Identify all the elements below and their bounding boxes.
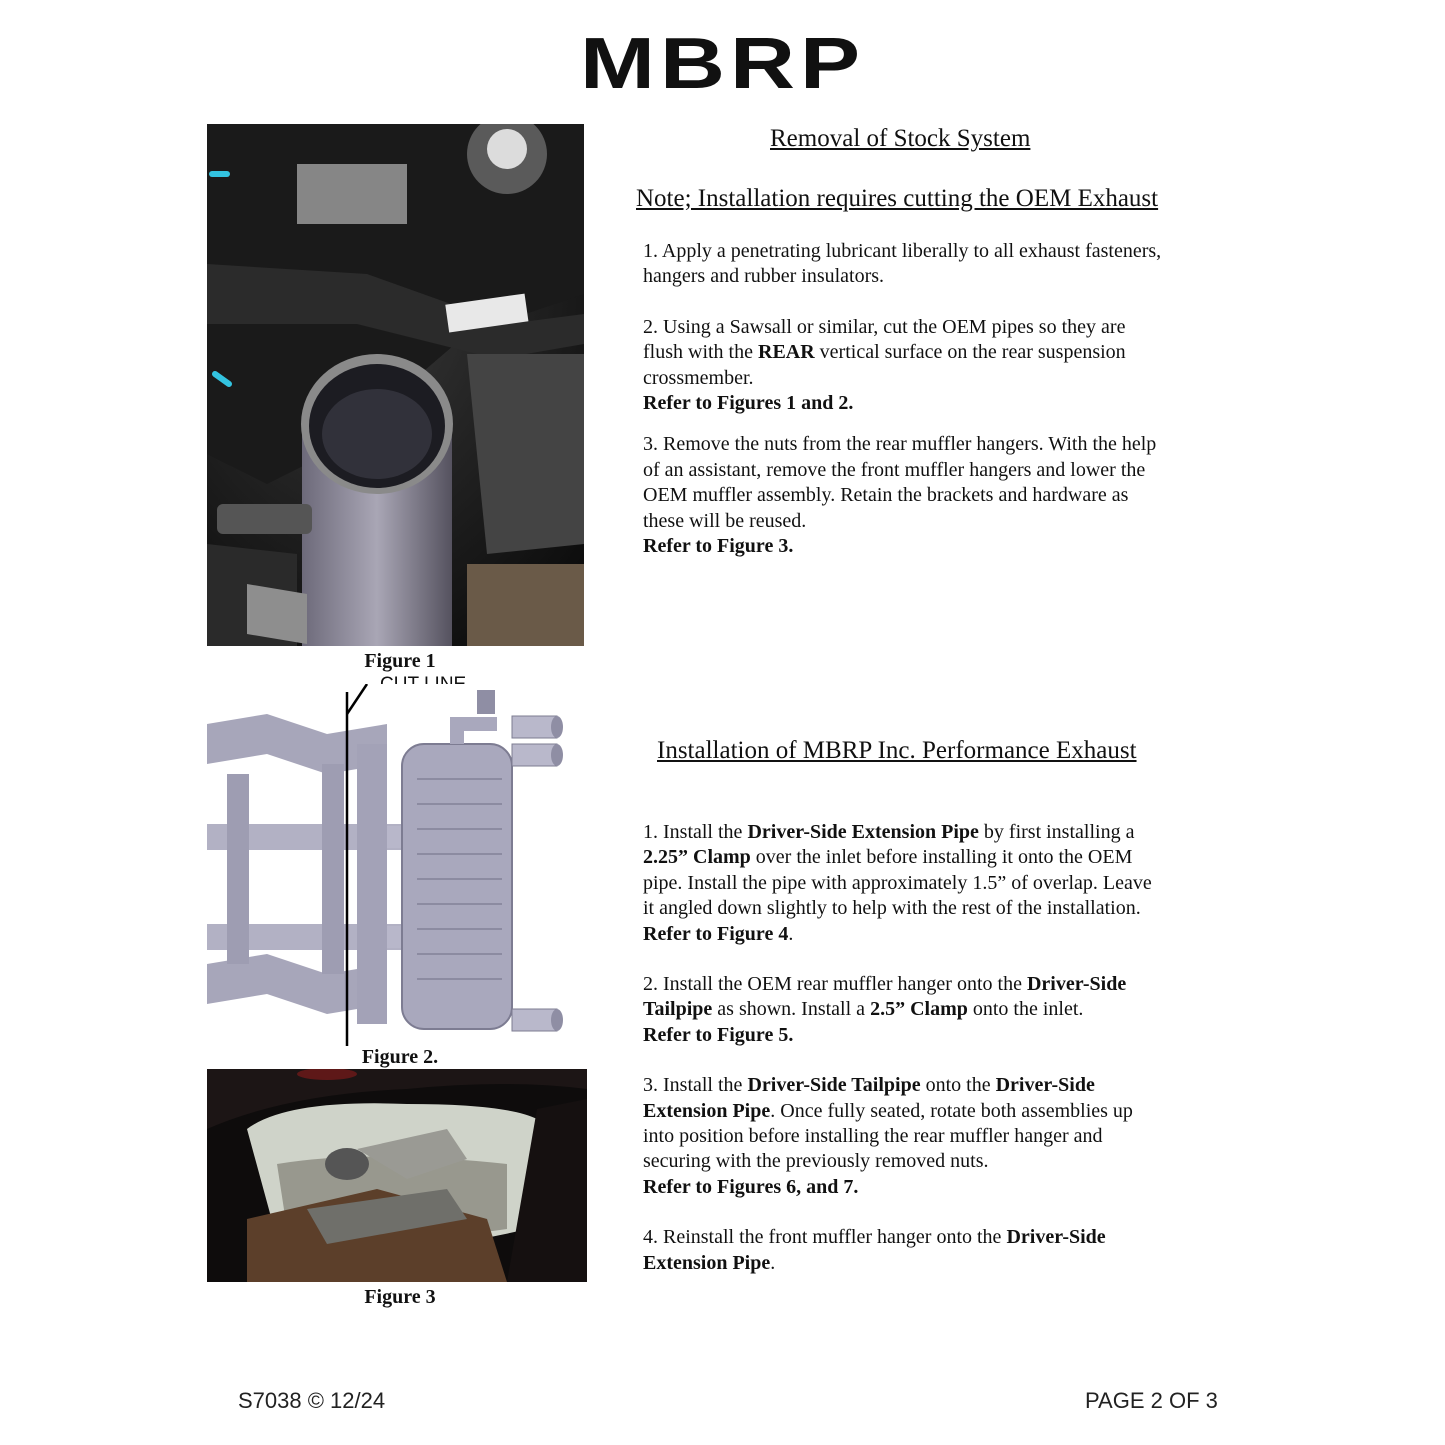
figure-2-caption: Figure 2. [361,1046,439,1068]
page-number: PAGE 2 OF 3 [1085,1388,1218,1413]
install-step-4: 4. Reinstall the front muffler hanger onto the Driver-Side Extension Pipe. [643,1226,1106,1274]
install-step-1: 1. Install the Driver-Side Extension Pipe by first installing a 2.25” Clamp over the inlet before installing it onto the OEM pipe. Install the pipe with approximately 1.5” of overlap. Leave it angled down slightly to help with the rest of the installation. Refer to Figure 4. [643,820,1163,947]
exhaust-cad-illustration [207,684,587,1046]
figure-1-caption: Figure 1 [364,650,436,672]
install-step-1-ref: Refer to Figure 4. [643,922,794,945]
removal-step-2-ref: Refer to Figures 1 and 2. [643,392,854,415]
figure-3-photo [207,1069,587,1282]
removal-steps [643,239,1163,559]
removal-step-3-ref: Refer to Figure 3. [643,535,794,558]
install-step-2: 2. Install the OEM rear muffler hanger onto the Driver-Side Tailpipe as shown. Install a 2.5” Clamp onto the inlet. Refer to Figure 5. [643,972,1163,1048]
muffler-removal-photo-illustration [207,1069,587,1282]
removal-step-2: 2. Using a Sawsall or similar, cut the OEM pipes so they are flush with the REAR vertical surface on the rear suspension crossmember. Refer to Figures 1 and 2. [643,315,1163,417]
install-step-3: 3. Install the Driver-Side Tailpipe onto the Driver-Side Extension Pipe. Once fully seated, rotate both assemblies up into position before installing the rear muffler hanger and securing with the previously removed nuts. Refer to Figures 6, and 7. [643,1073,1163,1200]
install-title: Installation of MBRP Inc. Performance Exhaust [657,737,1137,764]
exhaust-cut-photo-illustration [207,124,584,646]
install-steps [643,820,1163,1276]
cutting-note: Note; Installation requires cutting the OEM Exhaust [636,185,1159,212]
figure-1-photo [207,124,584,646]
figure-2-diagram [207,684,587,1046]
doc-id: S7038 © 12/24 [238,1388,386,1413]
removal-step-3: 3. Remove the nuts from the rear muffler hangers. With the help of an assistant, remove the front muffler hangers and lower the OEM muffler assembly. Retain the brackets and hardware as these will be reused. Refer to Figure 3. [643,432,1163,559]
install-step-2-ref: Refer to Figure 5. [643,1023,794,1046]
removal-step-1: 1. Apply a penetrating lubricant liberally to all exhaust fasteners, hangers and rubber insulators. [643,240,1162,288]
removal-title: Removal of Stock System [770,125,1031,152]
figure-3-caption: Figure 3 [364,1286,436,1308]
install-step-3-ref: Refer to Figures 6, and 7. [643,1175,859,1198]
brand-logo: MBRP [580,24,865,104]
